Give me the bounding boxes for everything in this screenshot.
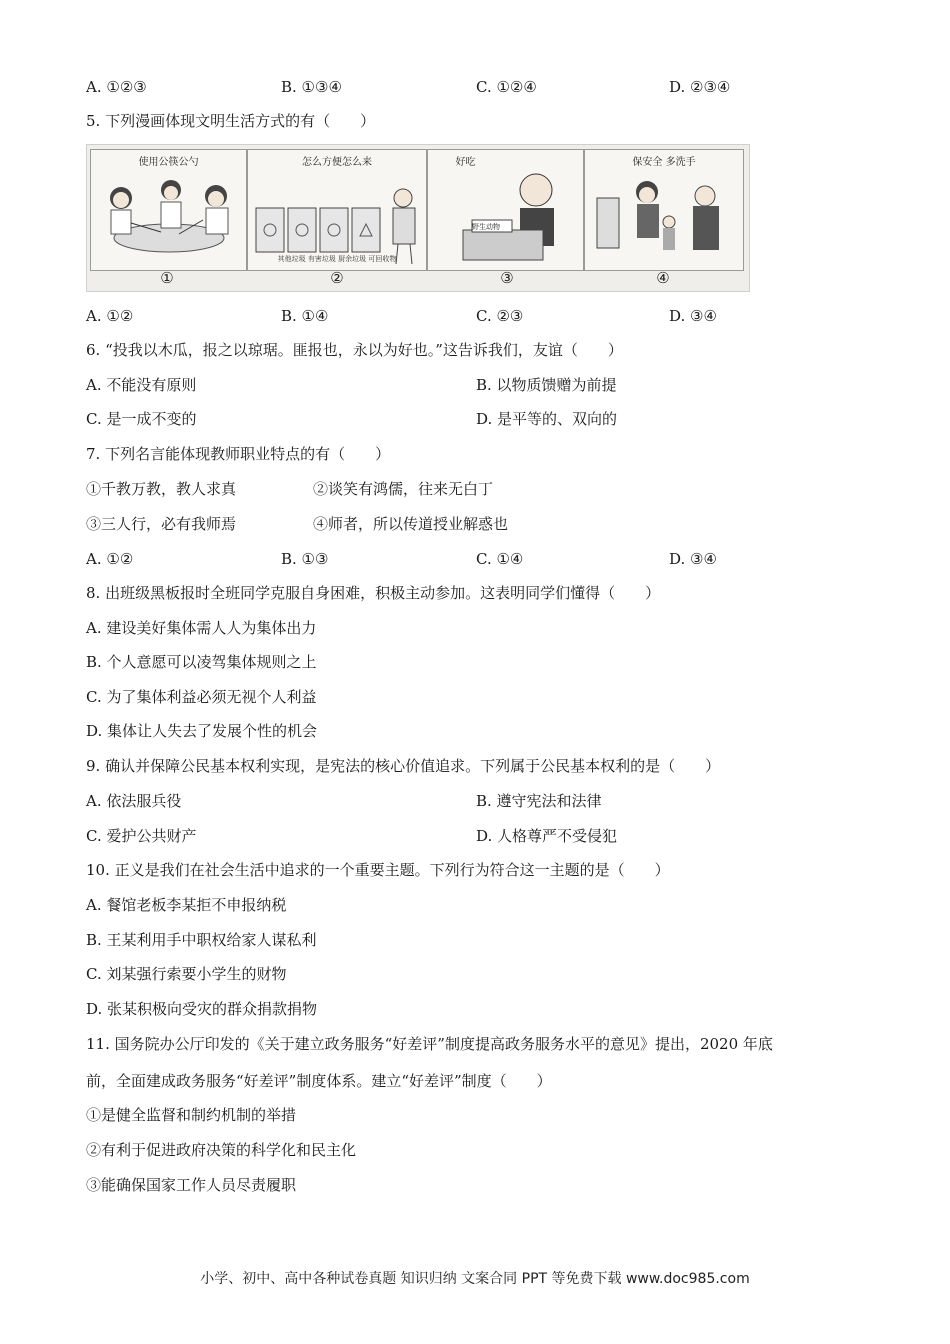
trash-bins-drawing [248, 168, 426, 268]
q6-option-d: D. 是平等的、双向的 [476, 410, 618, 428]
q9-option-d: D. 人格尊严不受侵犯 [476, 827, 618, 845]
q4-option-d: D. ②③④ [669, 78, 731, 96]
q5-option-c: C. ②③ [476, 307, 524, 325]
wild-animal-sign: 野生动物 [472, 223, 500, 231]
panel-2-number: ② [330, 269, 344, 287]
q7-option-c: C. ①④ [476, 550, 524, 568]
panel-3-caption: 好吃 [455, 157, 476, 168]
q11-stem-line-1: 11. 国务院办公厅印发的《关于建立政务服务“好差评”制度提高政务服务水平的意见》提出，2020 年底 [86, 1035, 773, 1053]
panel-4-number: ④ [656, 269, 670, 287]
q10-option-a: A. 餐馆老板李某拒不申报纳税 [86, 896, 287, 914]
q8-option-d: D. 集体让人失去了发展个性的机会 [86, 722, 318, 740]
panel-4-caption: 保安全 多洗手 [632, 157, 696, 168]
q5-option-d: D. ③④ [669, 307, 717, 325]
q6-option-c: C. 是一成不变的 [86, 410, 197, 428]
q6-stem: 6. “投我以木瓜，报之以琼琚。匪报也，永以为好也。”这告诉我们，友谊（ ） [86, 341, 623, 359]
q8-option-b: B. 个人意愿可以凌驾集体规则之上 [86, 653, 317, 671]
q6-option-b: B. 以物质馈赠为前提 [476, 376, 617, 394]
q7-option-a: A. ①② [86, 550, 134, 568]
cartoon-panel-4 [584, 149, 744, 271]
q9-option-c: C. 爱护公共财产 [86, 827, 197, 845]
q11-item-1: ①是健全监督和制约机制的举措 [86, 1106, 297, 1124]
q11-item-3: ③能确保国家工作人员尽责履职 [86, 1176, 297, 1194]
panel-2-caption: 怎么方便怎么来 [302, 157, 372, 168]
handwashing-family-drawing [585, 168, 743, 268]
panel-3-number: ③ [500, 269, 514, 287]
q10-stem: 10. 正义是我们在社会生活中追求的一个重要主题。下列行为符合这一主题的是（ ） [86, 861, 670, 879]
q7-option-b: B. ①③ [281, 550, 329, 568]
q8-option-a: A. 建设美好集体需人人为集体出力 [86, 619, 317, 637]
wild-animal-eating-drawing [428, 168, 583, 268]
family-dinner-drawing [91, 168, 246, 268]
cartoon-panel-3 [427, 149, 584, 271]
q5-option-a: A. ①② [86, 307, 134, 325]
q4-option-a: A. ①②③ [86, 78, 147, 96]
q11-item-2: ②有利于促进政府决策的科学化和民主化 [86, 1141, 357, 1159]
q7-item-2: ②谈笑有鸿儒，往来无白丁 [313, 480, 494, 498]
q10-option-c: C. 刘某强行索要小学生的财物 [86, 965, 287, 983]
q9-stem: 9. 确认并保障公民基本权利实现，是宪法的核心价值追求。下列属于公民基本权利的是（ ） [86, 757, 721, 775]
q10-option-b: B. 王某利用手中职权给家人谋私利 [86, 931, 317, 949]
q4-option-c: C. ①②④ [476, 78, 537, 96]
page-footer: 小学、初中、高中各种试卷真题 知识归纳 文案合同 PPT 等免费下载 www.doc985.com [200, 1271, 750, 1287]
q6-option-a: A. 不能没有原则 [86, 376, 197, 394]
q7-stem: 7. 下列名言能体现教师职业特点的有（ ） [86, 445, 391, 463]
q5-option-b: B. ①④ [281, 307, 329, 325]
q10-option-d: D. 张某积极向受灾的群众捐款捐物 [86, 1000, 318, 1018]
q8-stem: 8. 出班级黑板报时全班同学克服自身困难，积极主动参加。这表明同学们懂得（ ） [86, 584, 661, 602]
q7-option-d: D. ③④ [669, 550, 717, 568]
q8-option-c: C. 为了集体利益必须无视个人利益 [86, 688, 317, 706]
q7-item-3: ③三人行，必有我师焉 [86, 515, 237, 533]
cartoon-panel-1 [90, 149, 247, 271]
bin-labels: 其他垃圾 有害垃圾 厨余垃圾 可回收物 [277, 255, 397, 263]
q9-option-b: B. 遵守宪法和法律 [476, 792, 602, 810]
q9-option-a: A. 依法服兵役 [86, 792, 182, 810]
panel-1-caption: 使用公筷公勺 [138, 157, 199, 168]
q11-stem-line-2: 前，全面建成政务服务“好差评”制度体系。建立“好差评”制度（ ） [86, 1072, 552, 1090]
q7-item-4: ④师者，所以传道授业解惑也 [313, 515, 509, 533]
panel-1-number: ① [160, 269, 174, 287]
q7-item-1: ①千教万教，教人求真 [86, 480, 237, 498]
q4-option-b: B. ①③④ [281, 78, 342, 96]
q5-stem: 5. 下列漫画体现文明生活方式的有（ ） [86, 112, 376, 130]
q5-cartoon-image [86, 144, 750, 292]
